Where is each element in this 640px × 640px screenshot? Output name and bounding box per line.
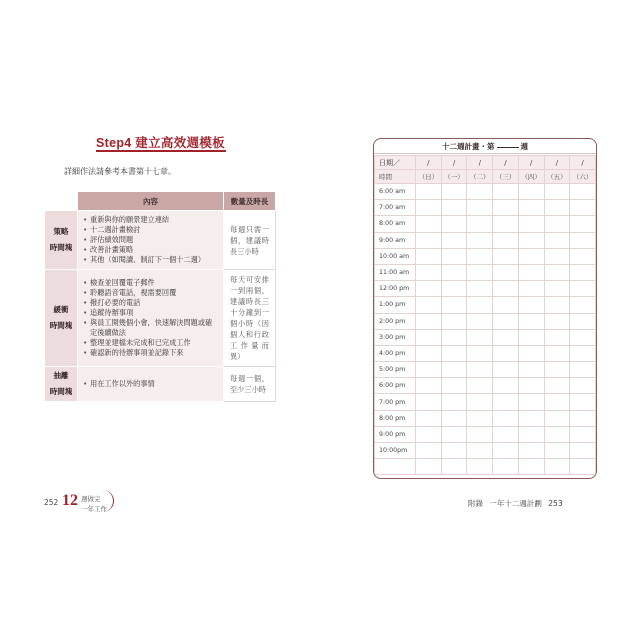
schedule-cell[interactable] xyxy=(467,394,493,410)
time-slot-label: 5:00 pm xyxy=(375,362,416,378)
schedule-cell[interactable] xyxy=(467,248,493,264)
row-label-line2: 時間塊 xyxy=(49,321,73,330)
time-slot-label: 3:00 pm xyxy=(375,329,416,345)
schedule-cell[interactable] xyxy=(570,378,596,394)
table-row xyxy=(45,367,276,402)
schedule-cell[interactable] xyxy=(518,362,544,378)
schedule-cell[interactable] xyxy=(570,362,596,378)
right-page-number: 253 xyxy=(548,499,563,508)
schedule-cell[interactable] xyxy=(467,443,493,459)
time-slot-label: 10:00pm xyxy=(375,443,416,459)
schedule-cell[interactable] xyxy=(441,216,467,232)
schedule-cell[interactable] xyxy=(441,297,467,313)
schedule-cell[interactable] xyxy=(518,426,544,442)
row-label xyxy=(45,367,78,402)
schedule-row xyxy=(375,443,596,459)
schedule-cell[interactable] xyxy=(416,248,442,264)
list-item: • 整理並建檔未完成和已完成工作 xyxy=(83,338,218,348)
list-item: • 十二週計畫檢討 xyxy=(83,225,218,235)
table-header-amount: 數量及時長 xyxy=(224,192,276,211)
time-slot-label: 9:00 pm xyxy=(375,426,416,442)
schedule-cell[interactable] xyxy=(467,297,493,313)
schedule-cell[interactable] xyxy=(544,443,570,459)
time-slot-label: 10:00 am xyxy=(375,248,416,264)
schedule-cell[interactable] xyxy=(416,200,442,216)
schedule-cell[interactable] xyxy=(518,394,544,410)
time-slot-label: 6:00 pm xyxy=(375,378,416,394)
schedule-cell[interactable] xyxy=(467,410,493,426)
schedule-row xyxy=(375,200,596,216)
schedule-cell[interactable] xyxy=(441,362,467,378)
schedule-row xyxy=(375,426,596,442)
schedule-cell[interactable] xyxy=(416,281,442,297)
schedule-cell[interactable] xyxy=(467,232,493,248)
schedule-cell[interactable] xyxy=(441,426,467,442)
book-logo-bracket xyxy=(103,490,114,512)
time-slot-label: 4:00 pm xyxy=(375,345,416,361)
row-label-line2: 時間塊 xyxy=(49,387,73,396)
time-slot-label: 11:00 am xyxy=(375,264,416,280)
schedule-cell[interactable] xyxy=(467,345,493,361)
book-logo-line1: 週做完 xyxy=(81,495,101,503)
schedule-cell[interactable] xyxy=(493,410,519,426)
time-slot-label: 6:00 am xyxy=(375,184,416,200)
date-cell[interactable]: / xyxy=(467,156,493,170)
schedule-cell[interactable] xyxy=(441,443,467,459)
schedule-row xyxy=(375,362,596,378)
table-header-content: 內容 xyxy=(78,192,224,211)
date-cell[interactable]: / xyxy=(544,156,570,170)
schedule-cell[interactable] xyxy=(467,281,493,297)
row-content xyxy=(78,211,224,270)
schedule-cell[interactable] xyxy=(441,200,467,216)
day-label: （二） xyxy=(467,170,493,184)
schedule-cell[interactable] xyxy=(544,313,570,329)
schedule-cell[interactable] xyxy=(416,264,442,280)
schedule-cell[interactable] xyxy=(544,264,570,280)
schedule-cell[interactable] xyxy=(518,248,544,264)
schedule-cell[interactable] xyxy=(441,264,467,280)
schedule-cell[interactable] xyxy=(518,297,544,313)
list-item: • 聆聽語音電話，視需要回覆 xyxy=(83,288,218,298)
time-slot-label: 12:00 pm xyxy=(375,281,416,297)
day-label: （五） xyxy=(544,170,570,184)
row-content xyxy=(78,270,224,367)
day-label: （三） xyxy=(493,170,519,184)
schedule-cell[interactable] xyxy=(570,394,596,410)
schedule-cell[interactable] xyxy=(467,426,493,442)
schedule-cell[interactable] xyxy=(416,394,442,410)
schedule-cell[interactable] xyxy=(416,362,442,378)
row-amount: 每天可安排一到兩個，建議時長三十分鐘到一個小時（因個人和行政工作量而異） xyxy=(224,270,276,367)
intro-text: 詳細作法請參考本書第十七章。 xyxy=(64,167,176,176)
date-cell[interactable]: / xyxy=(416,156,442,170)
schedule-cell[interactable] xyxy=(493,200,519,216)
schedule-cell[interactable] xyxy=(441,329,467,345)
time-slot-label: 1:00 pm xyxy=(375,297,416,313)
schedule-cell[interactable] xyxy=(416,313,442,329)
week-number-blank[interactable] xyxy=(497,139,519,148)
schedule-cell[interactable] xyxy=(493,216,519,232)
book-logo-number: 12 xyxy=(62,492,78,509)
schedule-cell[interactable] xyxy=(570,264,596,280)
schedule-cell[interactable] xyxy=(518,329,544,345)
schedule-cell[interactable] xyxy=(493,394,519,410)
schedule-cell[interactable] xyxy=(570,297,596,313)
schedule-cell[interactable] xyxy=(416,216,442,232)
schedule-cell[interactable] xyxy=(467,313,493,329)
list-item: • 檢查並回覆電子郵件 xyxy=(83,278,218,288)
schedule-cell[interactable] xyxy=(493,184,519,200)
row-amount: 每週只需一個，建議時長三小時 xyxy=(224,211,276,270)
schedule-cell[interactable] xyxy=(570,459,596,475)
schedule-cell[interactable] xyxy=(416,426,442,442)
schedule-cell[interactable] xyxy=(441,232,467,248)
footer-section: 附錄 xyxy=(468,499,483,508)
schedule-cell[interactable] xyxy=(544,362,570,378)
schedule-cell[interactable] xyxy=(570,232,596,248)
date-cell[interactable]: / xyxy=(441,156,467,170)
schedule-cell[interactable] xyxy=(570,200,596,216)
schedule-cell[interactable] xyxy=(441,394,467,410)
schedule-cell[interactable] xyxy=(544,216,570,232)
schedule-cell[interactable] xyxy=(441,184,467,200)
schedule-row xyxy=(375,378,596,394)
schedule-cell[interactable] xyxy=(416,410,442,426)
title-underline xyxy=(96,150,226,152)
schedule-cell[interactable] xyxy=(441,459,467,475)
left-page-number: 252 xyxy=(44,498,59,507)
schedule-cell[interactable] xyxy=(544,248,570,264)
schedule-cell[interactable] xyxy=(493,345,519,361)
day-label: （六） xyxy=(570,170,596,184)
schedule-cell[interactable] xyxy=(544,184,570,200)
schedule-cell[interactable] xyxy=(570,248,596,264)
schedule-cell[interactable] xyxy=(544,281,570,297)
date-cell[interactable]: / xyxy=(518,156,544,170)
schedule-cell[interactable] xyxy=(544,232,570,248)
date-cell[interactable]: / xyxy=(493,156,519,170)
schedule-cell[interactable] xyxy=(493,281,519,297)
schedule-cell[interactable] xyxy=(493,264,519,280)
schedule-cell[interactable] xyxy=(518,459,544,475)
schedule-cell[interactable] xyxy=(544,394,570,410)
schedule-cell[interactable] xyxy=(467,200,493,216)
time-label: 時間 xyxy=(375,170,416,184)
schedule-cell[interactable] xyxy=(570,329,596,345)
list-item: • 評估績效問題 xyxy=(83,235,218,245)
table-header-row xyxy=(45,192,276,211)
time-slot-label: 2:00 pm xyxy=(375,313,416,329)
list-item: • 與員工開幾個小會，快速解決問題或確定後續做法 xyxy=(83,318,218,338)
schedule-cell[interactable] xyxy=(493,232,519,248)
schedule-cell[interactable] xyxy=(441,378,467,394)
table-row xyxy=(45,270,276,367)
time-slot-label: 7:00 pm xyxy=(375,394,416,410)
right-page-footer xyxy=(468,498,563,509)
schedule-row xyxy=(375,297,596,313)
schedule-cell[interactable] xyxy=(493,297,519,313)
schedule-cell[interactable] xyxy=(441,345,467,361)
schedule-cell[interactable] xyxy=(518,443,544,459)
schedule-cell[interactable] xyxy=(518,378,544,394)
schedule-cell[interactable] xyxy=(416,443,442,459)
schedule-cell[interactable] xyxy=(493,329,519,345)
schedule-row xyxy=(375,313,596,329)
list-item: • 改善計畫策略 xyxy=(83,245,218,255)
schedule-cell[interactable] xyxy=(518,345,544,361)
table-header-blank xyxy=(45,192,78,211)
footer-title: 一年十二週計劃 xyxy=(489,499,542,508)
schedule-title xyxy=(374,139,596,154)
schedule-cell[interactable] xyxy=(518,216,544,232)
schedule-cell[interactable] xyxy=(570,410,596,426)
schedule-cell[interactable] xyxy=(518,200,544,216)
row-label xyxy=(45,270,78,367)
schedule-row xyxy=(375,184,596,200)
schedule-cell[interactable] xyxy=(441,410,467,426)
time-slot-label: 8:00 am xyxy=(375,216,416,232)
date-label: 日期／ xyxy=(375,156,416,170)
schedule-cell[interactable] xyxy=(570,184,596,200)
time-slot-label: 8:00 pm xyxy=(375,410,416,426)
schedule-cell[interactable] xyxy=(518,264,544,280)
schedule-cell[interactable] xyxy=(493,378,519,394)
book-logo-line2: 一年工作 xyxy=(81,505,107,513)
day-label: （一） xyxy=(441,170,467,184)
schedule-cell[interactable] xyxy=(544,345,570,361)
schedule-cell[interactable] xyxy=(544,426,570,442)
schedule-cell[interactable] xyxy=(570,216,596,232)
schedule-row xyxy=(375,281,596,297)
list-item: • 撥打必要的電話 xyxy=(83,298,218,308)
schedule-cell[interactable] xyxy=(416,297,442,313)
schedule-row xyxy=(375,459,596,475)
row-label-line1: 緩衝 xyxy=(53,305,69,314)
schedule-cell[interactable] xyxy=(493,362,519,378)
schedule-cell[interactable] xyxy=(467,362,493,378)
schedule-cell[interactable] xyxy=(518,410,544,426)
row-label-line1: 策略 xyxy=(53,227,69,236)
schedule-row xyxy=(375,248,596,264)
step-title: Step4 建立高效週模板 xyxy=(96,136,225,150)
time-slot-label xyxy=(375,459,416,475)
schedule-row xyxy=(375,216,596,232)
schedule-title-prefix: 十二週計畫・第 xyxy=(442,142,495,151)
list-item: • 追蹤待辦事項 xyxy=(83,308,218,318)
schedule-row xyxy=(375,264,596,280)
schedule-cell[interactable] xyxy=(441,248,467,264)
schedule-cell[interactable] xyxy=(544,378,570,394)
row-label-line1: 抽離 xyxy=(53,371,69,380)
schedule-cell[interactable] xyxy=(467,184,493,200)
time-block-table xyxy=(44,191,276,402)
schedule-cell[interactable] xyxy=(467,459,493,475)
schedule-cell[interactable] xyxy=(518,281,544,297)
schedule-cell[interactable] xyxy=(518,232,544,248)
schedule-cell[interactable] xyxy=(416,345,442,361)
schedule-cell[interactable] xyxy=(544,410,570,426)
schedule-cell[interactable] xyxy=(518,313,544,329)
schedule-title-suffix: 週 xyxy=(520,142,528,151)
time-slot-label: 9:00 am xyxy=(375,232,416,248)
list-item: • 其他（如閱讀、制訂下一個十二週） xyxy=(83,255,218,265)
day-label: （日） xyxy=(416,170,442,184)
schedule-cell[interactable] xyxy=(416,329,442,345)
schedule-cell[interactable] xyxy=(570,313,596,329)
schedule-cell[interactable] xyxy=(467,264,493,280)
schedule-cell[interactable] xyxy=(416,459,442,475)
list-item: • 重新與你的願景建立連結 xyxy=(83,215,218,225)
row-amount: 每週一個，至少三小時 xyxy=(224,367,276,402)
schedule-row xyxy=(375,232,596,248)
date-cell[interactable]: / xyxy=(570,156,596,170)
schedule-cell[interactable] xyxy=(493,313,519,329)
table-row xyxy=(45,211,276,270)
schedule-cell[interactable] xyxy=(570,345,596,361)
schedule-cell[interactable] xyxy=(544,200,570,216)
schedule-cell[interactable] xyxy=(416,378,442,394)
schedule-date-row xyxy=(375,156,596,170)
schedule-cell[interactable] xyxy=(416,232,442,248)
day-label: （四） xyxy=(518,170,544,184)
row-content xyxy=(78,367,224,402)
schedule-cell[interactable] xyxy=(570,281,596,297)
schedule-cell[interactable] xyxy=(467,329,493,345)
schedule-cell[interactable] xyxy=(493,459,519,475)
schedule-row xyxy=(375,394,596,410)
schedule-cell[interactable] xyxy=(570,443,596,459)
schedule-cell[interactable] xyxy=(441,281,467,297)
schedule-cell[interactable] xyxy=(544,329,570,345)
row-label xyxy=(45,211,78,270)
schedule-cell[interactable] xyxy=(493,248,519,264)
weekly-schedule xyxy=(373,138,597,479)
schedule-cell[interactable] xyxy=(493,426,519,442)
schedule-row xyxy=(375,345,596,361)
list-item: • 確認新的待辦事項並記錄下來 xyxy=(83,348,218,358)
schedule-cell[interactable] xyxy=(493,443,519,459)
schedule-row xyxy=(375,410,596,426)
time-slot-label: 7:00 am xyxy=(375,200,416,216)
schedule-cell[interactable] xyxy=(570,426,596,442)
schedule-cell[interactable] xyxy=(416,184,442,200)
schedule-cell[interactable] xyxy=(544,297,570,313)
list-item: • 用在工作以外的事情 xyxy=(83,379,218,389)
schedule-grid xyxy=(374,155,596,475)
schedule-row xyxy=(375,329,596,345)
row-label-line2: 時間塊 xyxy=(49,243,73,252)
schedule-cell[interactable] xyxy=(467,216,493,232)
schedule-day-row xyxy=(375,170,596,184)
schedule-cell[interactable] xyxy=(544,459,570,475)
schedule-cell[interactable] xyxy=(518,184,544,200)
schedule-cell[interactable] xyxy=(441,313,467,329)
schedule-cell[interactable] xyxy=(467,378,493,394)
